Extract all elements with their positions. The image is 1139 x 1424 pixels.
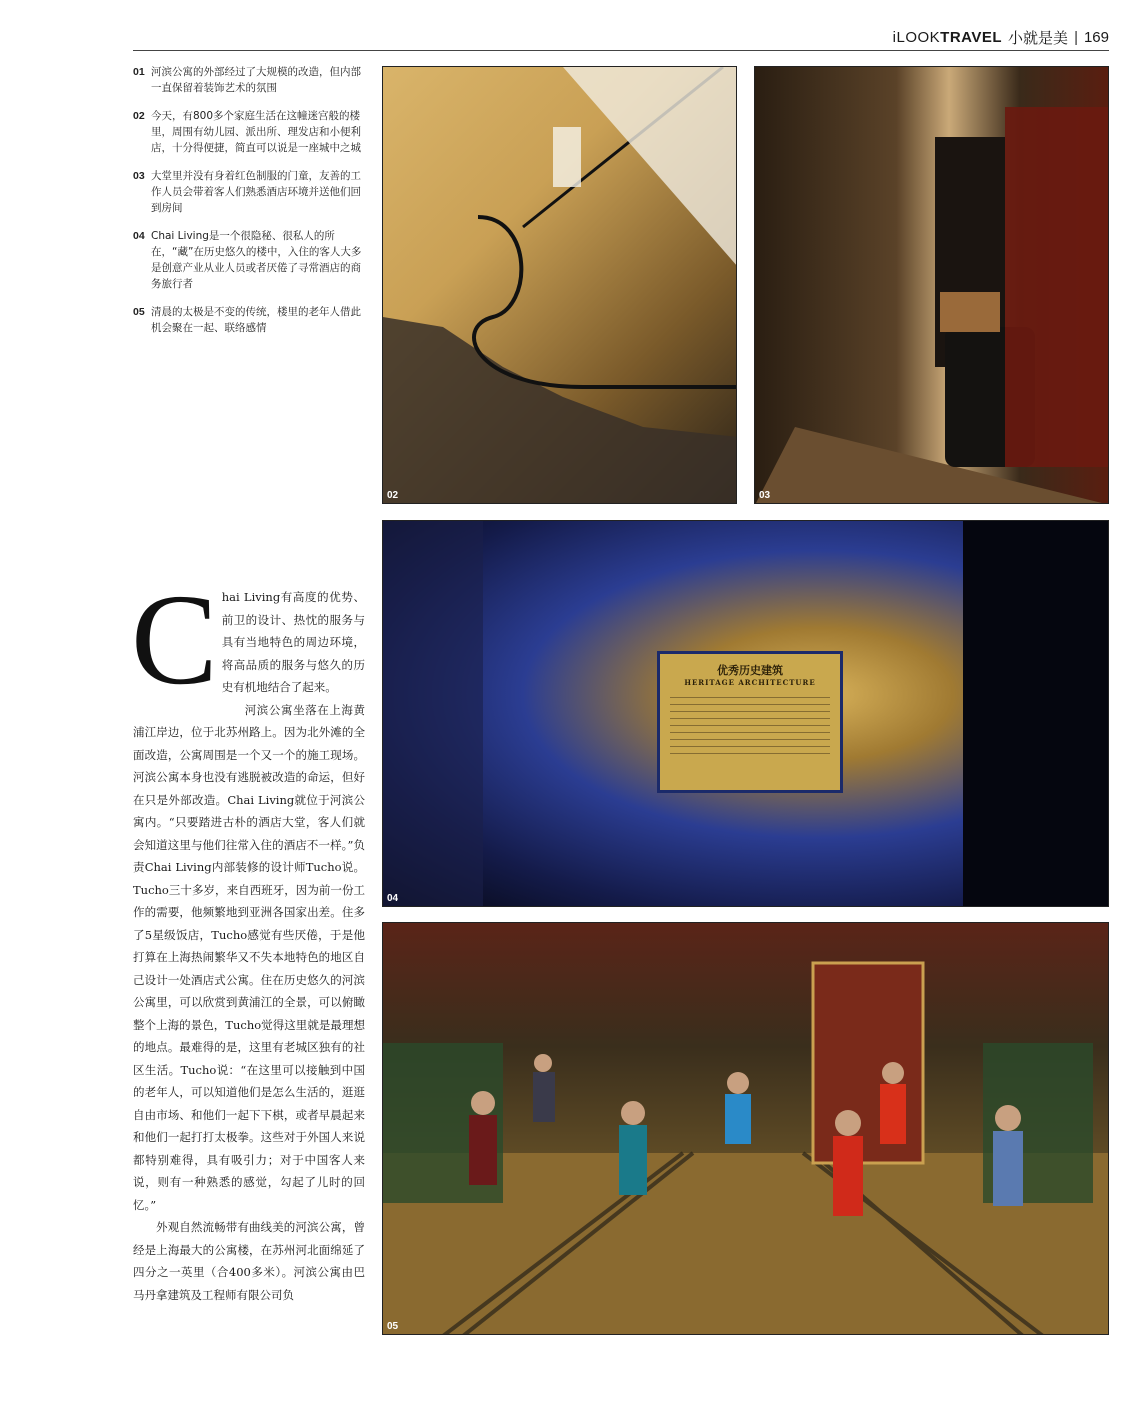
article-paragraph: 外观自然流畅带有曲线美的河滨公寓，曾经是上海最大的公寓楼，在苏州河北面绵延了四分之一英里（合400多米）。河滨公寓由巴马丹拿建筑及工程师有限公司负	[133, 1220, 365, 1302]
magazine-brand: iLOOKTRAVEL	[892, 28, 1003, 46]
caption-text: 清晨的太极是不变的传统，楼里的老年人借此机会聚在一起、联络感情	[151, 306, 361, 334]
caption-05	[133, 304, 369, 336]
caption-01	[133, 64, 369, 96]
plaque-subtitle: HERITAGE ARCHITECTURE	[684, 678, 816, 687]
caption-number: 01	[133, 66, 145, 78]
caption-text: Chai Living是一个很隐秘、很私人的所在，“藏”在历史悠久的楼中，入住的客人大多是创意产业从业人员或者厌倦了寻常酒店的商务旅行者	[151, 230, 362, 290]
door-panel	[383, 521, 483, 907]
caption-text: 今天，有800多个家庭生活在这幢迷宫般的楼里，周围有幼儿园、派出所、理发店和小便利店，十分得便捷，简直可以说是一座城中之城	[151, 110, 361, 154]
photo-label: 04	[387, 893, 399, 904]
photo-label: 03	[759, 490, 771, 501]
section-title: 小就是美	[1008, 29, 1069, 47]
caption-number: 02	[133, 110, 145, 122]
running-head	[893, 24, 1109, 50]
staircase-illustration	[383, 67, 737, 504]
caption-number: 05	[133, 306, 145, 318]
drop-cap: C	[131, 568, 218, 712]
photo-label: 05	[387, 1321, 399, 1332]
corridor-illustration	[755, 67, 1109, 504]
article-body	[131, 568, 365, 1306]
caption-number: 03	[133, 170, 145, 182]
caption-text: 大堂里并没有身着红色制服的门童，友善的工作人员会带着客人们熟悉酒店环境并送他们回到房间	[151, 170, 361, 214]
photo-tai-chi-lobby	[382, 922, 1109, 1335]
photo-heritage-plaque	[382, 520, 1109, 907]
page-header	[133, 24, 1109, 51]
article-paragraph: 河滨公寓坐落在上海黄浦江岸边，位于北苏州路上。因为北外滩的全面改造，公寓周围是一个又一个的施工现场。河滨公寓本身也没有逃脱被改造的命运，但好在只是外部改造。Chai Living就位于河滨公寓内。“只要踏进古朴的酒店大堂，客人们就会知道这里与他们往常入住的酒店不一样。”负责Chai Living内部装修的设计师Tucho说。Tucho三十多岁，来自西班牙，因为前一份工作的需要，他频繁地到亚洲各国家出差。住多了5星级饭店，Tucho感觉有些厌倦，于是他打算在上海热闹繁华又不失本地特色的地区自己设计一处酒店式公寓。住在历史悠久的河滨公寓里，可以欣赏到黄浦江的全景，可以俯瞰整个上海的景色，Tucho觉得这里就是最理想的地点。最难得的是，这里有老城区独有的社区生活。Tucho说：“在这里可以接触到中国的老年人，可以知道他们是怎么生活的，逛逛自由市场、和他们一起下下棋，或者早晨起来和他们一起打打太极拳。这些对于外国人来说都特别难得，具有吸引力；对于中国客人来说，则有一种熟悉的感觉，勾起了儿时的回忆。”	[133, 702, 365, 1212]
photo-captions	[133, 64, 369, 348]
photo-corridor	[754, 66, 1109, 504]
caption-02	[133, 108, 369, 156]
photo-staircase	[382, 66, 737, 504]
page-number: 169	[1083, 28, 1109, 46]
header-separator: |	[1074, 28, 1078, 46]
tai-chi-illustration	[383, 923, 1109, 1335]
article-paragraph: hai Living有高度的优势、前卫的设计、热忱的服务与具有当地特色的周边环境，将高品质的服务与悠久的历史有机地结合了起来。	[221, 590, 365, 694]
plaque-text-lines	[670, 697, 830, 757]
dark-wall	[963, 521, 1109, 907]
heritage-plaque	[657, 651, 843, 793]
caption-04	[133, 228, 369, 292]
caption-text: 河滨公寓的外部经过了大规模的改造，但内部一直保留着装饰艺术的氛围	[151, 66, 361, 94]
plaque-title: 优秀历史建筑	[717, 664, 783, 677]
caption-number: 04	[133, 230, 145, 242]
caption-03	[133, 168, 369, 216]
photo-label: 02	[387, 490, 399, 501]
